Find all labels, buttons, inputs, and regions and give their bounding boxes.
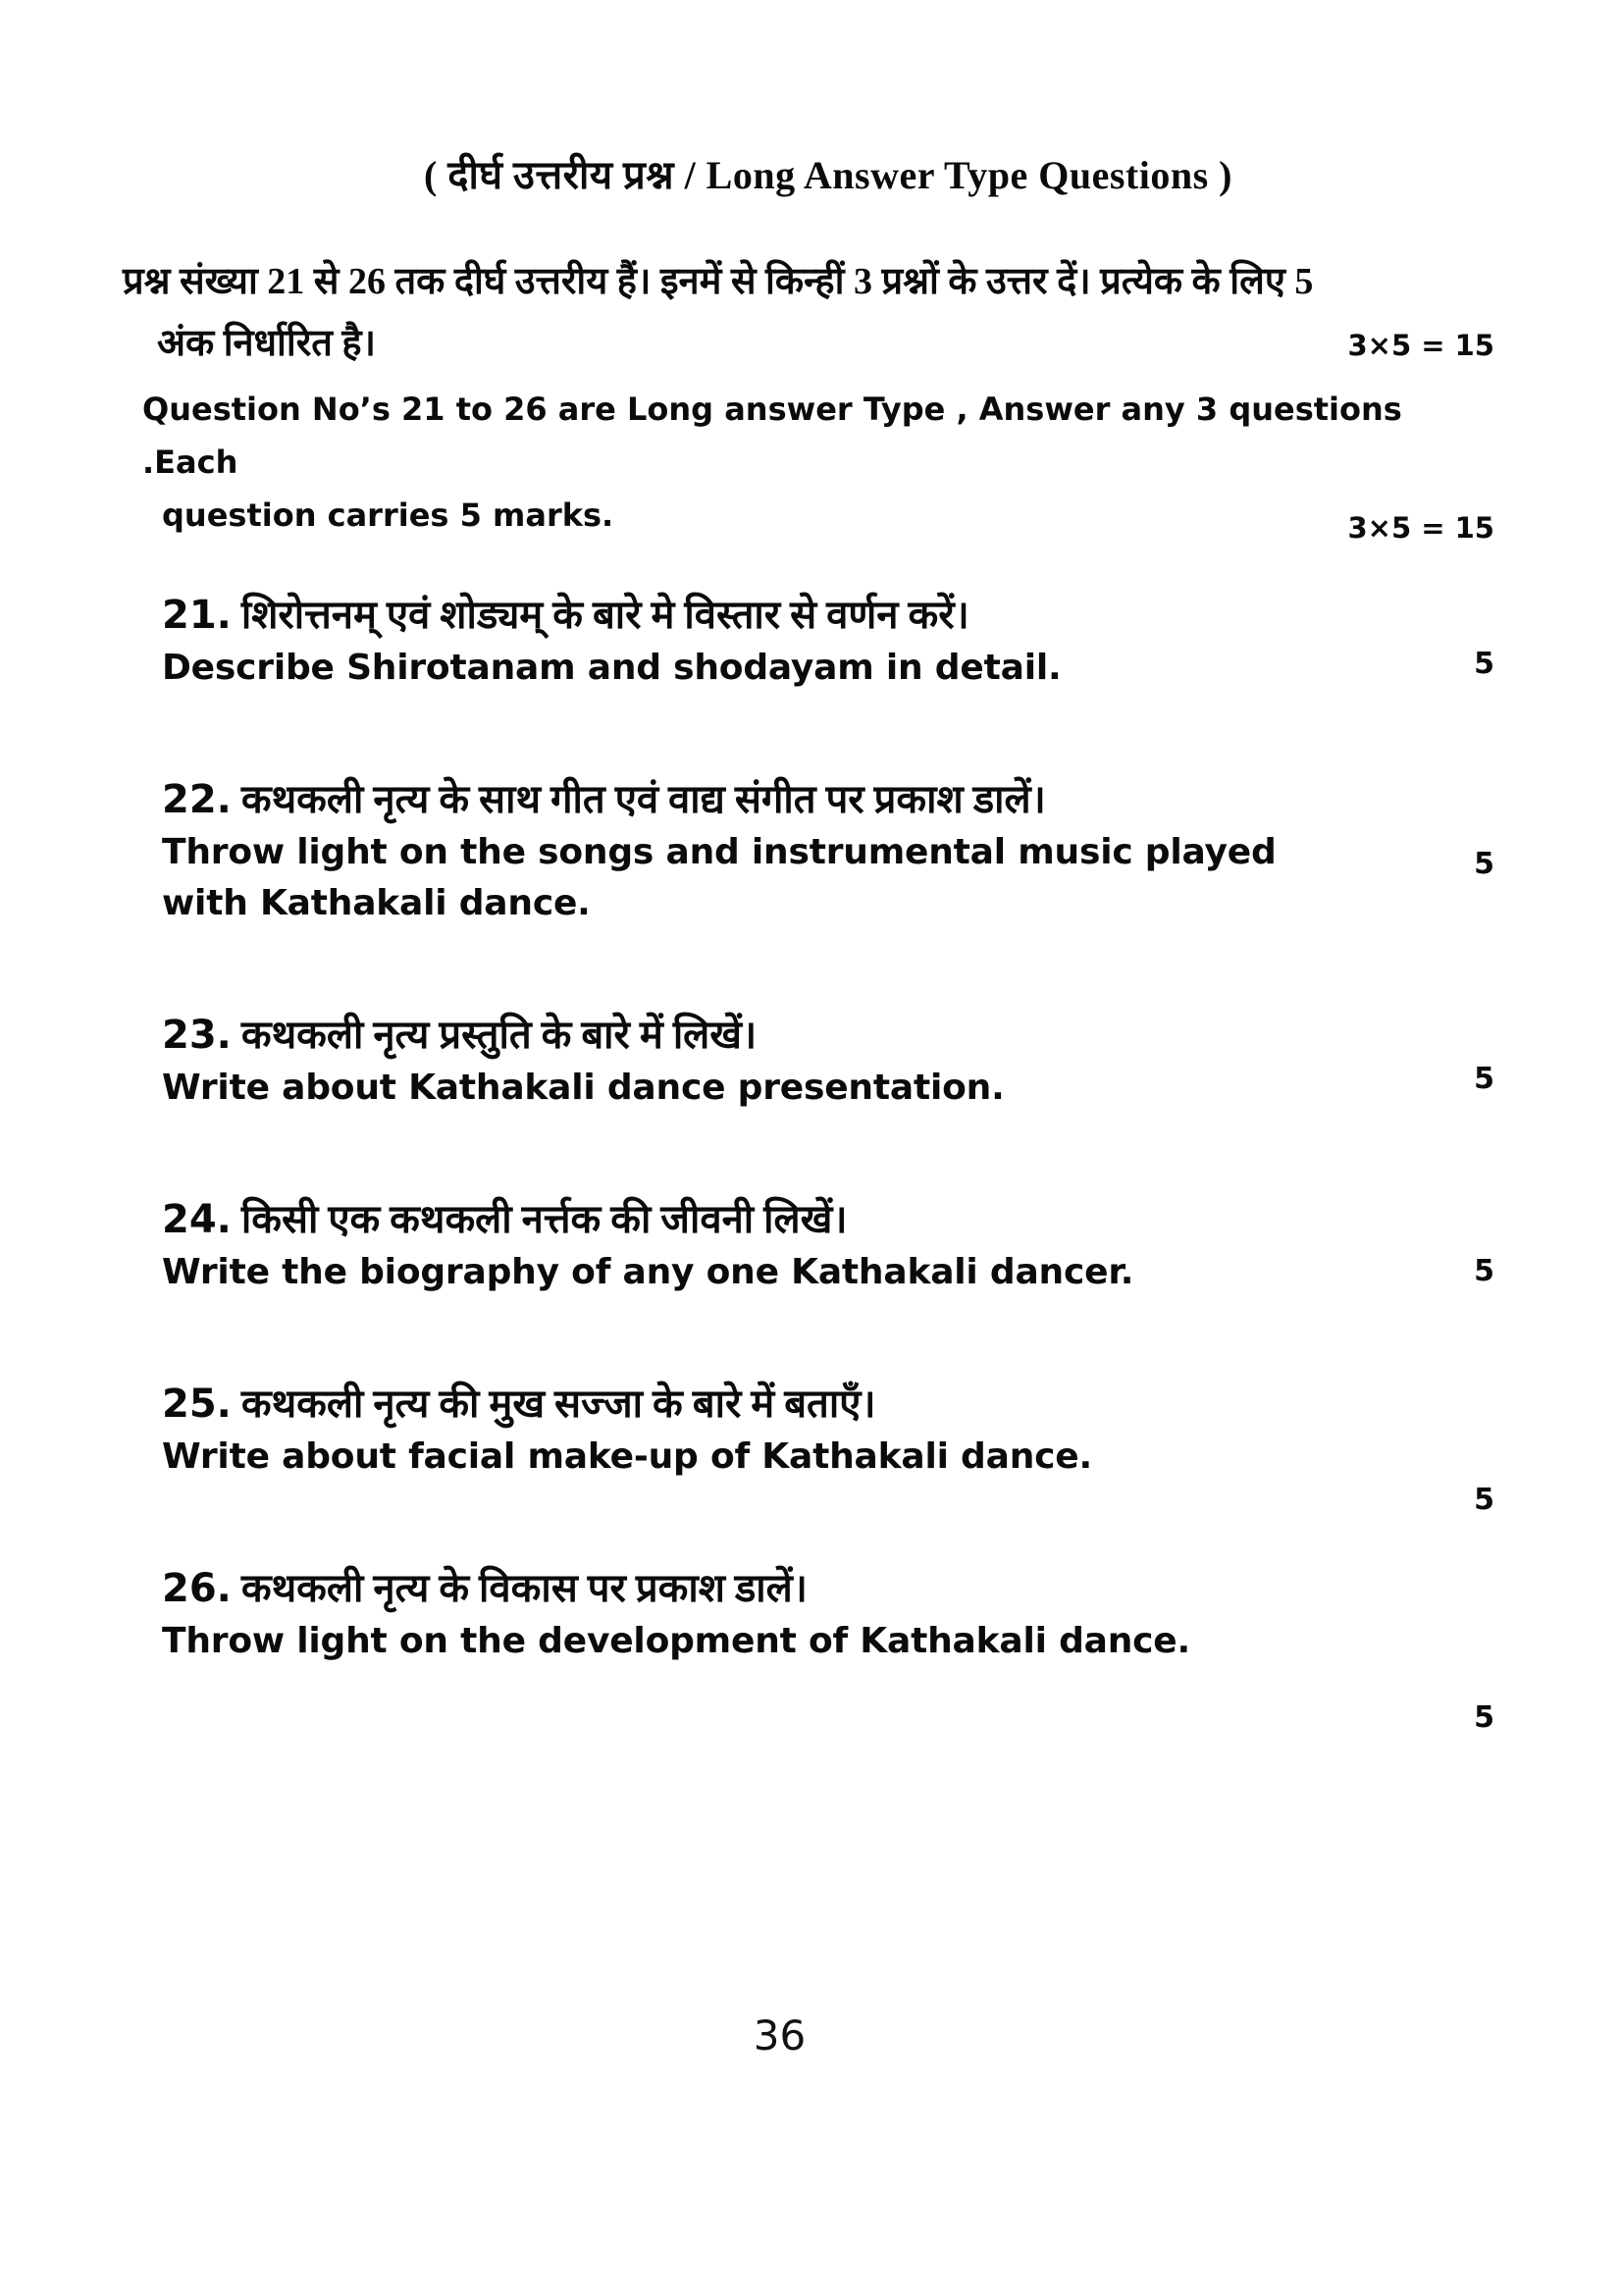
question-22 [162,772,1494,929]
question-25-hindi [162,1377,1494,1432]
instructions-hindi [123,251,1494,377]
question-22-hindi-text: कथकली नृत्य के साथ गीत एवं वाद्य संगीत पर प्रकाश डालें। [240,777,1046,821]
instructions-english [142,383,1494,543]
question-25-hindi-text: कथकली नृत्य की मुख सज्जा के बारे में बताएँ। [240,1382,876,1426]
question-26-hindi-text: कथकली नृत्य के विकास पर प्रकाश डालें। [240,1566,808,1610]
question-22-english-line2: with Kathakali dance. [162,883,591,923]
question-25-marks: 5 [1474,1483,1494,1517]
question-22-hindi [162,772,1494,827]
question-21-english: Describe Shirotanam and shodayam in detail. [162,648,1062,688]
instructions-hindi-line1: प्रश्न संख्या 21 से 26 तक दीर्घ उत्तरीय हैं। इनमें से किन्हीं 3 प्रश्नों के उत्तर दें। प्रत्येक के लिए 5 [123,261,1314,302]
question-24-english: Write the biography of any one Kathakali dancer. [162,1252,1134,1292]
page-number: 36 [753,2011,807,2060]
question-22-english-line1: Throw light on the songs and instrumental music played [162,832,1277,872]
section-title: ( दीर्घ उत्तरीय प्रश्न / Long Answer Type Questions ) [423,153,1233,197]
marks-scheme-hindi: 3×5 = 15 [1347,329,1494,362]
question-26-number: 26. [162,1566,232,1611]
question-23 [162,1008,1494,1114]
question-26-english: Throw light on the development of Kathakali dance. [162,1621,1190,1661]
question-21-marks: 5 [1474,647,1494,681]
question-24-number: 24. [162,1197,232,1242]
question-list [162,588,1494,1735]
question-26-marks: 5 [1474,1700,1494,1735]
instructions-english-row2 [142,489,1494,543]
question-21-number: 21. [162,593,232,638]
instructions-english-line2: question carries 5 marks. [162,496,614,534]
question-22-marks: 5 [1474,847,1494,881]
question-22-number: 22. [162,777,232,822]
question-23-english: Write about Kathakali dance presentation. [162,1068,1005,1108]
question-23-hindi-text: कथकली नृत्य प्रस्तुति के बारे में लिखें। [240,1013,758,1057]
question-26 [162,1561,1494,1735]
question-24-hindi-text: किसी एक कथकली नर्त्तक की जीवनी लिखें। [240,1197,848,1241]
question-23-marks: 5 [1474,1062,1494,1096]
question-25 [162,1377,1494,1517]
instructions-hindi-row2 [123,313,1494,377]
marks-scheme-english: 3×5 = 15 [1347,511,1494,545]
instructions-english-line1: Question No’s 21 to 26 are Long answer Type , Answer any 3 questions .Each [142,391,1402,481]
question-24-marks: 5 [1474,1254,1494,1288]
question-21 [162,588,1494,694]
question-25-number: 25. [162,1382,232,1427]
question-24-hindi [162,1192,1494,1247]
question-25-english: Write about facial make-up of Kathakali dance. [162,1436,1092,1477]
instructions-hindi-line2: अंक निर्धारित है। [157,323,376,364]
question-23-hindi [162,1008,1494,1063]
question-23-number: 23. [162,1013,232,1058]
question-24 [162,1192,1494,1298]
question-26-hindi [162,1561,1494,1616]
question-21-hindi-text: शिरोत्तनम् एवं शोड्यम् के बारे मे विस्तार से वर्णन करें। [240,593,969,637]
question-21-hindi [162,588,1494,643]
